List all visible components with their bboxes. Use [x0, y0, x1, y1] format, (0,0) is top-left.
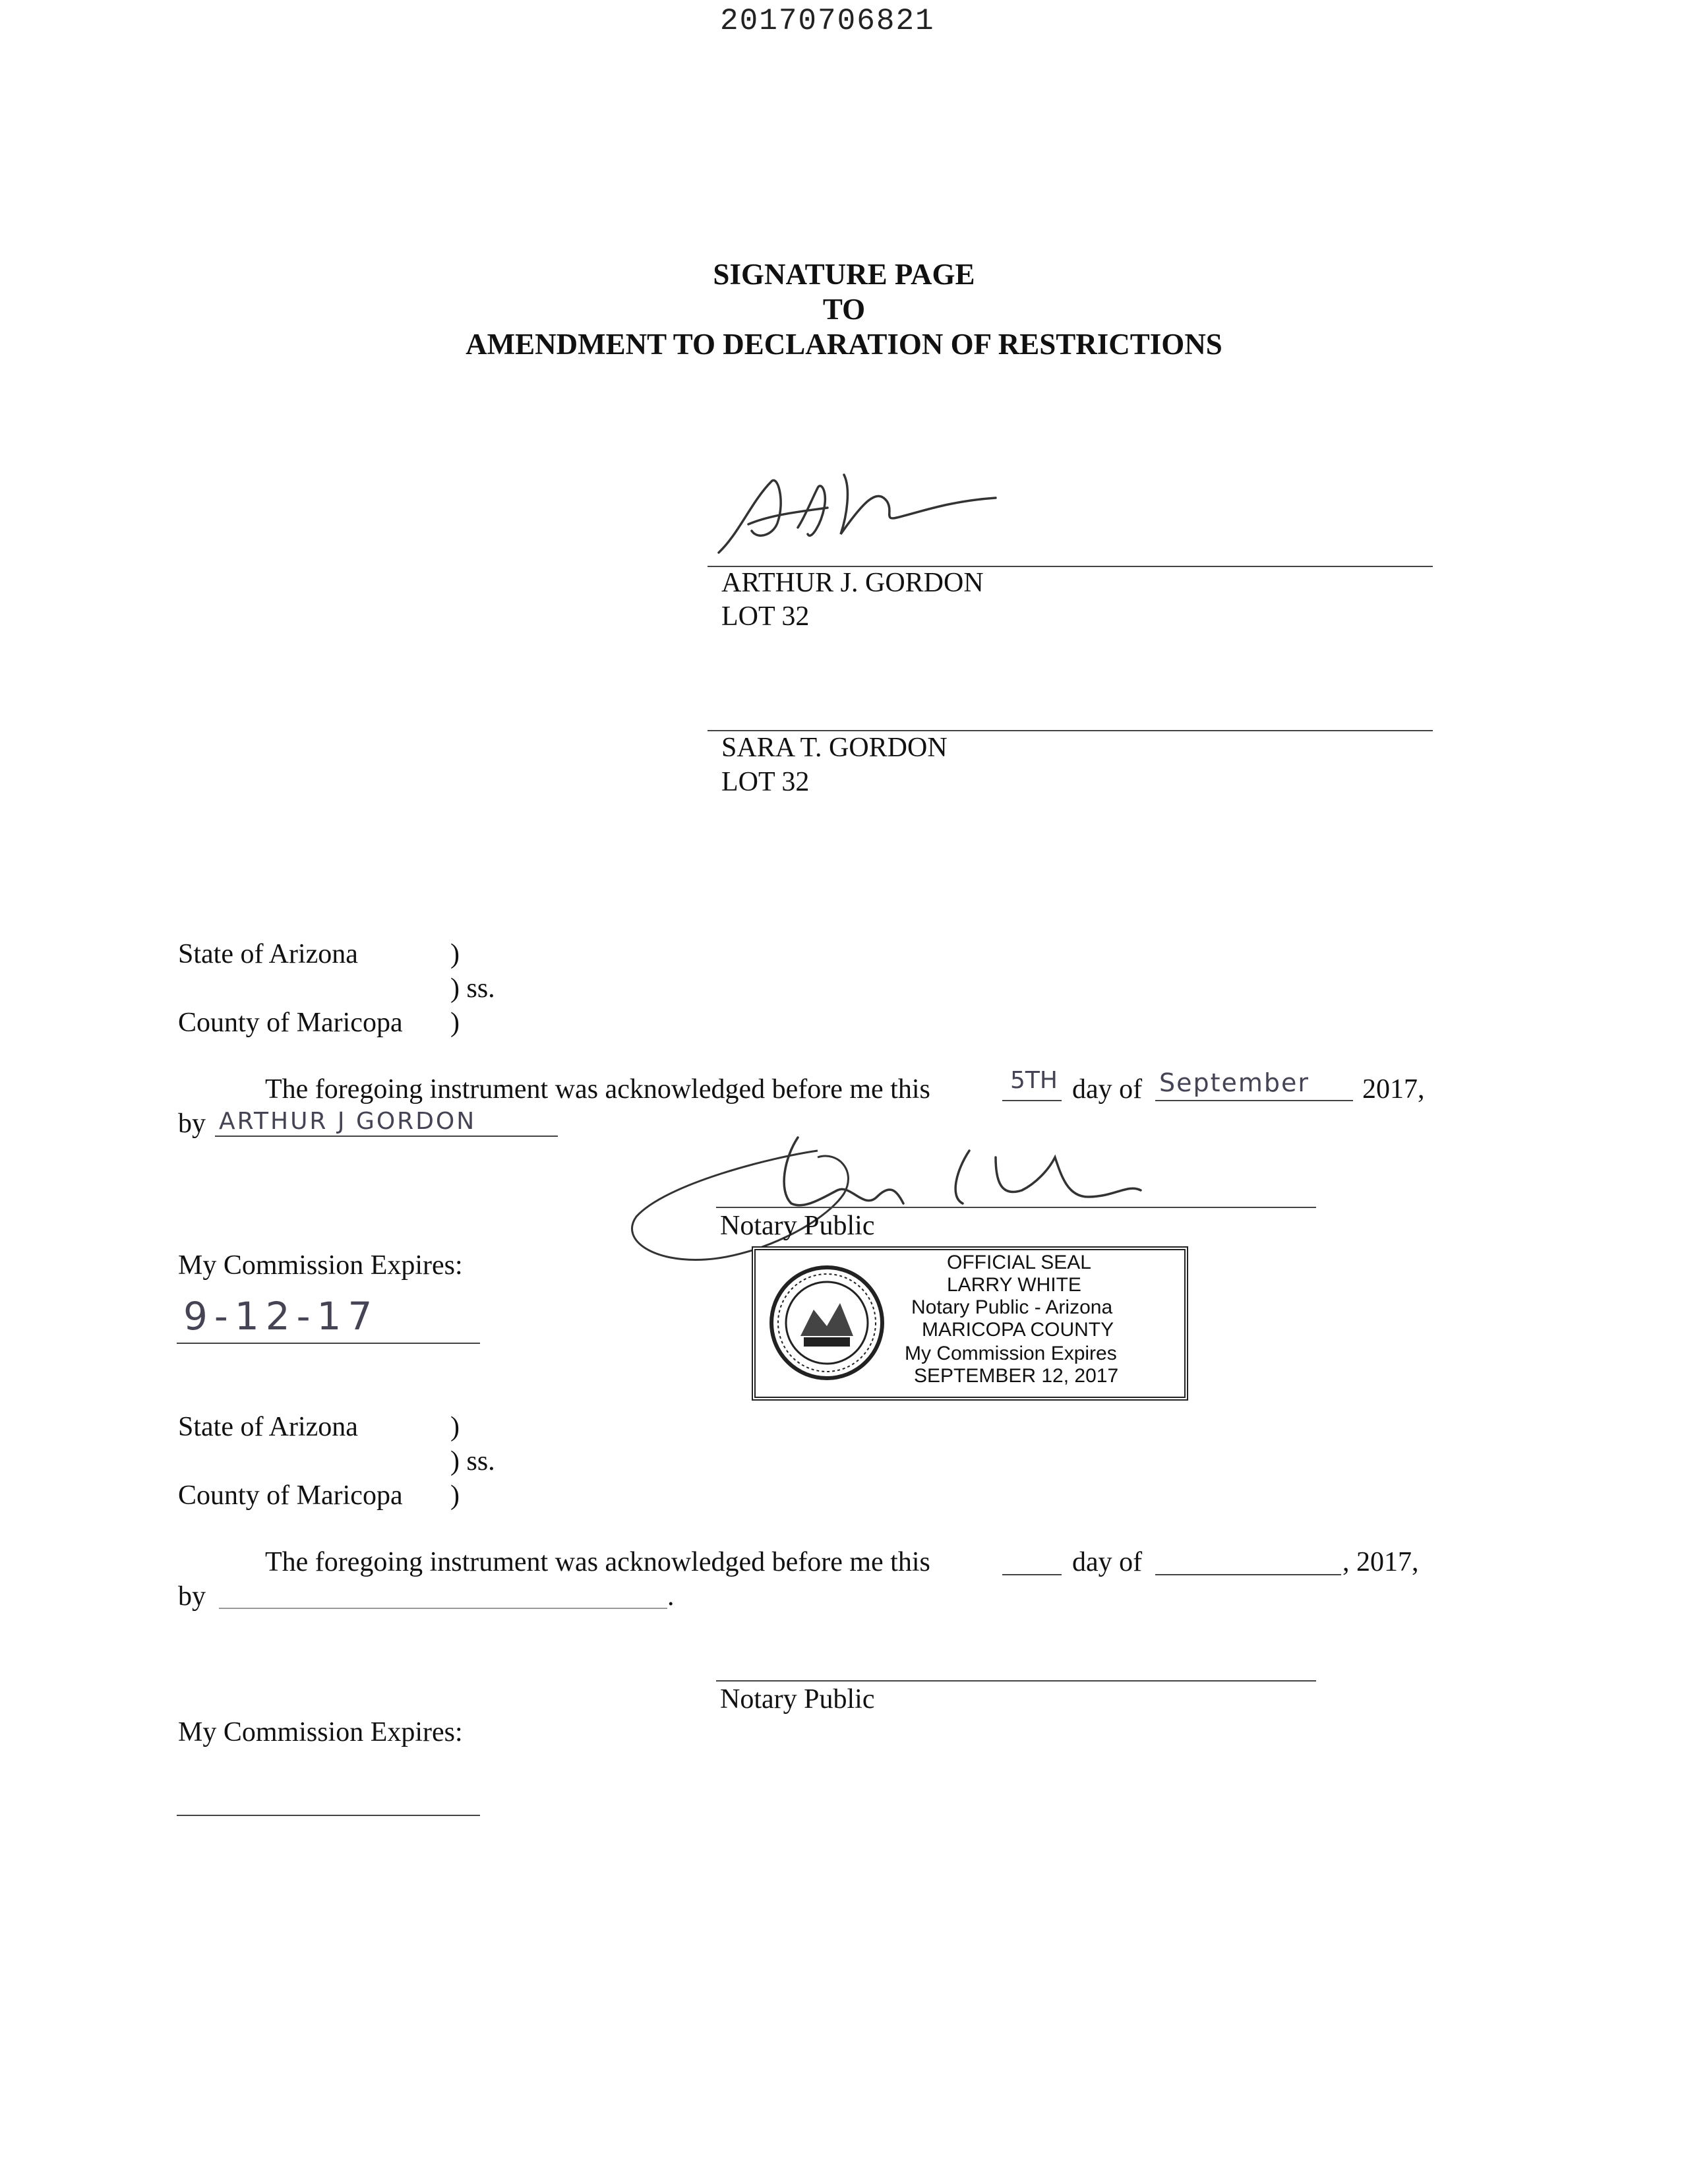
ack-month-rule-1 — [1155, 1100, 1353, 1101]
ack-month-1: September — [1159, 1068, 1310, 1097]
ack-day-1: 5TH — [1010, 1067, 1058, 1094]
ack-day-of-2: day of — [1072, 1547, 1143, 1577]
seal-line-6: SEPTEMBER 12, 2017 — [914, 1365, 1119, 1387]
venue-ss-2: ) ss. — [450, 1446, 495, 1476]
signatory-lot-arthur: LOT 32 — [721, 601, 810, 632]
seal-line-2: LARRY WHITE — [947, 1274, 1081, 1296]
seal-line-5: My Commission Expires — [905, 1343, 1117, 1364]
signature-line-sara — [708, 730, 1433, 731]
ack-by-label-2: by — [178, 1581, 206, 1612]
arizona-seal-emblem — [768, 1263, 886, 1382]
signatory-lot-sara: LOT 32 — [721, 767, 810, 797]
venue-paren-2b: ) — [450, 1480, 460, 1511]
ack-day-of-1: day of — [1072, 1074, 1143, 1105]
signature-arthur-gordon — [712, 462, 1081, 554]
venue-paren-1a: ) — [450, 939, 460, 969]
ack-day-rule-1 — [1002, 1100, 1062, 1101]
venue-county-1: County of Maricopa — [178, 1008, 403, 1038]
ack-by-period-2: . — [667, 1581, 675, 1612]
ack-by-rule-1 — [215, 1136, 558, 1137]
title-line-2: TO — [822, 293, 866, 326]
ack-year-1: 2017, — [1362, 1074, 1425, 1105]
ack-month-blank-2[interactable] — [1155, 1574, 1341, 1575]
ack-by-blank-2[interactable] — [219, 1608, 667, 1609]
commission-label-2: My Commission Expires: — [178, 1717, 463, 1747]
venue-paren-2a: ) — [450, 1412, 460, 1442]
commission-label-1: My Commission Expires: — [178, 1250, 463, 1281]
venue-paren-1b: ) — [450, 1008, 460, 1038]
document-number: 20170706821 — [720, 4, 935, 38]
notary-signature-line-2[interactable] — [716, 1680, 1316, 1682]
seal-line-4: MARICOPA COUNTY — [922, 1319, 1114, 1341]
ack-day-blank-2[interactable] — [1002, 1574, 1062, 1575]
venue-county-2: County of Maricopa — [178, 1480, 403, 1511]
seal-line-3: Notary Public - Arizona — [911, 1296, 1113, 1318]
notary-public-label-2: Notary Public — [720, 1684, 875, 1714]
title-line-1: SIGNATURE PAGE — [713, 258, 975, 291]
venue-state-2: State of Arizona — [178, 1412, 358, 1442]
commission-date-1: 9-12-17 — [183, 1294, 379, 1339]
venue-state-1: State of Arizona — [178, 939, 358, 969]
ack-text-2: The foregoing instrument was acknowledged before me this — [265, 1547, 930, 1577]
signatory-name-arthur: ARTHUR J. GORDON — [721, 568, 984, 598]
title-line-3: AMENDMENT TO DECLARATION OF RESTRICTIONS — [466, 328, 1222, 361]
ack-by-name-1: ARTHUR J GORDON — [219, 1108, 477, 1135]
official-seal-stamp — [752, 1246, 1188, 1401]
ack-text-1: The foregoing instrument was acknowledged before me this — [265, 1074, 930, 1105]
ack-by-label-1: by — [178, 1108, 206, 1139]
commission-rule-2[interactable] — [177, 1815, 480, 1816]
signatory-name-sara: SARA T. GORDON — [721, 733, 948, 763]
seal-line-1: OFFICIAL SEAL — [947, 1252, 1091, 1273]
ack-year-2: , 2017, — [1342, 1547, 1419, 1577]
notary-signature-line-1 — [716, 1207, 1316, 1208]
notary-public-label-1: Notary Public — [720, 1211, 875, 1241]
venue-ss-1: ) ss. — [450, 973, 495, 1004]
commission-rule-1 — [177, 1343, 480, 1344]
